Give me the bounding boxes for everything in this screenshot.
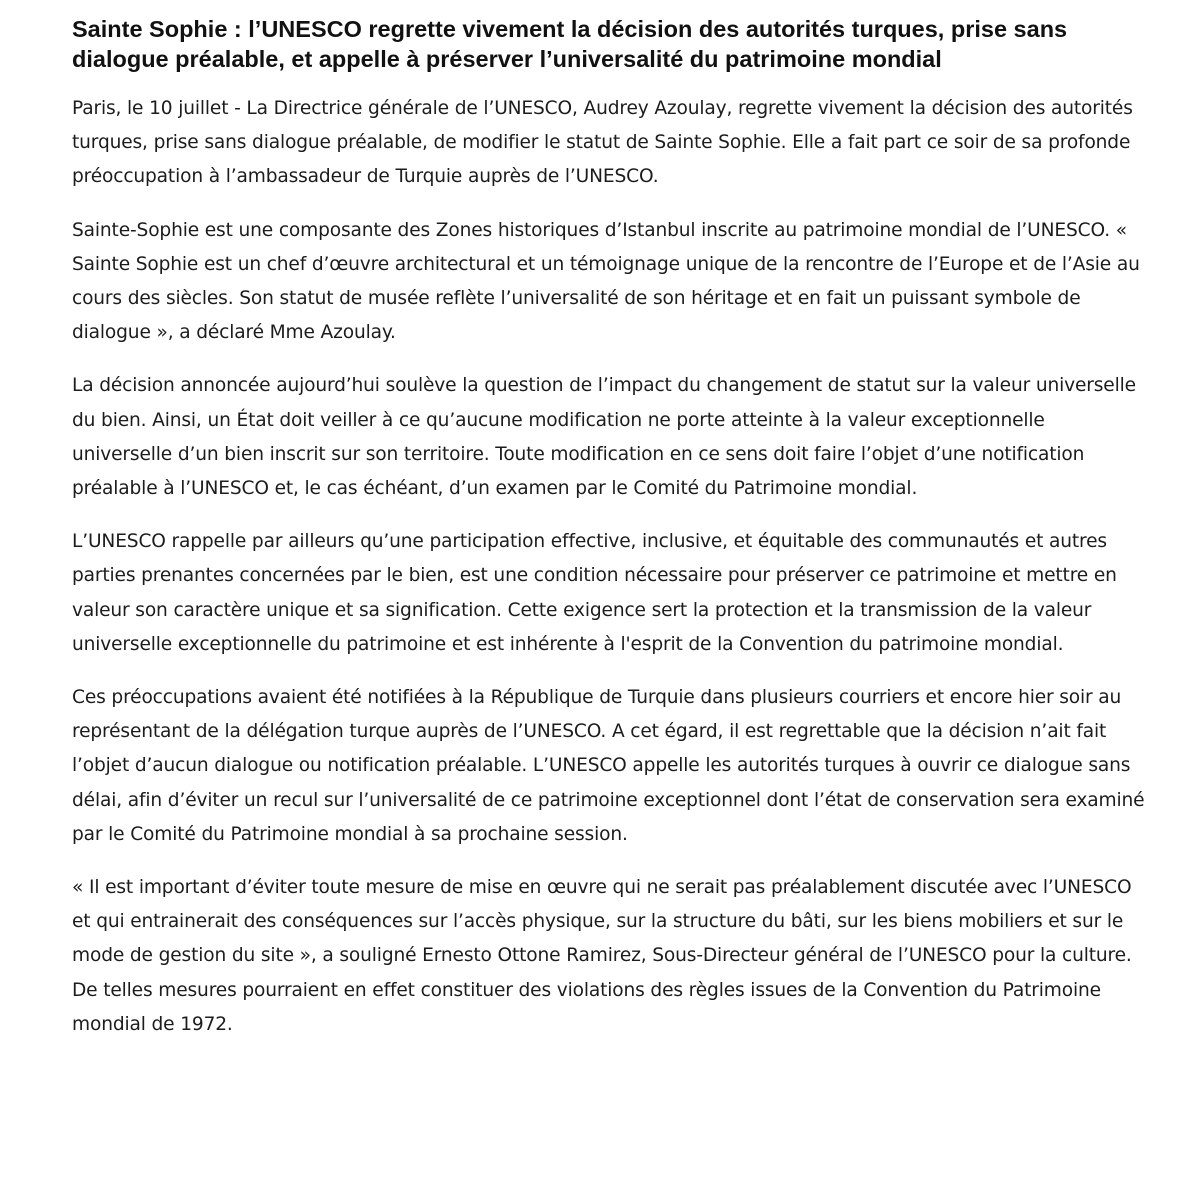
paragraph-decision: La décision annoncée aujourd’hui soulève la question de l’impact du changement de statut sur la valeur universelle du bien. Ainsi, un État doit veiller à ce qu’aucune modification ne porte atteinte à la valeur exceptionnelle universelle d’un bien inscrit sur son territoire. Toute modification en ce sens doit faire l’objet d’une notification préalable à l’UNESCO et, le cas échéant, d’un examen par le Comité du Patrimoine mondial. [72, 375, 1136, 500]
press-release-title: Sainte Sophie : l’UNESCO regrette vivement la décision des autorités turques, prise sans dialogue préalable, et appelle à préserver l’universalité du patrimoine mondial [72, 16, 1068, 72]
paragraph-participation: L’UNESCO rappelle par ailleurs qu’une participation effective, inclusive, et équitable des communautés et autres parties prenantes concernées par le bien, est une condition nécessaire pour préserver ce patrimoine et mettre en valeur son caractère unique et sa signification. Cette exigence sert la protection et la transmission de la valeur universelle exceptionnelle du patrimoine et est inhérente à l'esprit de la Convention du patrimoine mondial. [72, 531, 1117, 655]
paragraph-heritage: Sainte-Sophie est une composante des Zones historiques d’Istanbul inscrite au patrimoine mondial de l’UNESCO. « Sainte Sophie est un chef d’œuvre architectural et un témoignage unique de la rencontre de l’Europe et de l’Asie au cours des siècles. Son statut de musée reflète l’universalité de son héritage et en fait un puissant symbole de dialogue », a déclaré Mme Azoulay. [72, 219, 1140, 344]
paragraph-intro: Paris, le 10 juillet - La Directrice générale de l’UNESCO, Audrey Azoulay, regrette vivement la décision des autorités turques, prise sans dialogue préalable, de modifier le statut de Sainte Sophie. Elle a fait part ce soir de sa profonde préoccupation à l’ambassadeur de Turquie auprès de l’UNESCO. [72, 98, 1133, 188]
paragraph-quote: « Il est important d’éviter toute mesure de mise en œuvre qui ne serait pas préalablement discutée avec l’UNESCO et qui entrainerait des conséquences sur l’accès physique, sur la structure du bâti, sur les biens mobiliers et sur le mode de gestion du site », a souligné Ernesto Ottone Ramirez, Sous-Directeur général de l’UNESCO pour la culture. De telles mesures pourraient en effet constituer des violations des règles issues de la Convention du Patrimoine mondial de 1972. [72, 877, 1132, 1035]
paragraph-concerns: Ces préoccupations avaient été notifiées à la République de Turquie dans plusieurs courriers et encore hier soir au représentant de la délégation turque auprès de l’UNESCO. A cet égard, il est regrettable que la décision n’ait fait l’objet d’aucun dialogue ou notification préalable. L’UNESCO appelle les autorités turques à ouvrir ce dialogue sans délai, afin d’éviter un recul sur l’universalité de ce patrimoine exceptionnel dont l’état de conservation sera examiné par le Comité du Patrimoine mondial à sa prochaine session. [72, 687, 1145, 845]
